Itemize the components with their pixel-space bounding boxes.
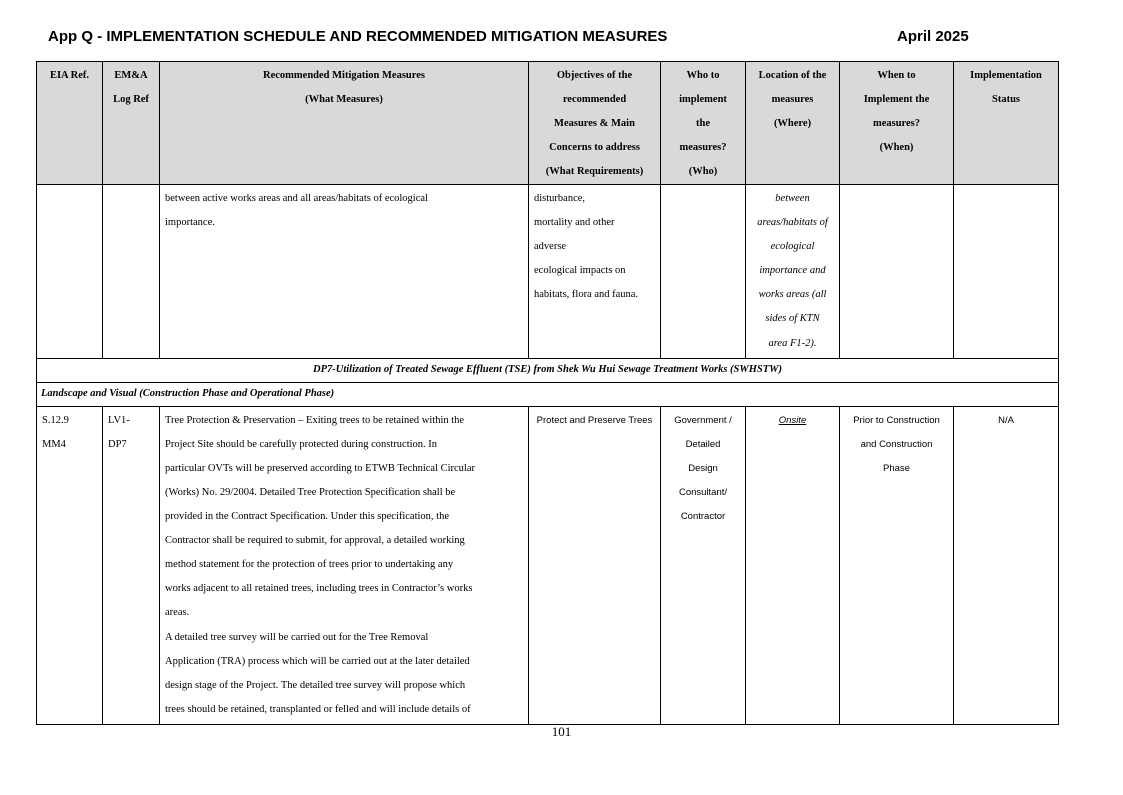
section-band-landscape (37, 382, 1059, 406)
text-line: and Construction (860, 438, 933, 450)
section-heading-dp7: DP7-Utilization of Treated Sewage Effluent (TSE) from Shek Wu Hui Sewage Treatment Works (SWHSTW) (37, 358, 1059, 382)
text-line: habitats, flora and fauna. (534, 289, 639, 301)
text-line: S.12.9 (42, 414, 69, 426)
text-line: Phase (883, 462, 910, 474)
text-line: Tree Protection & Preservation – Exiting trees to be retained within the (165, 414, 465, 426)
col-header-location (746, 62, 840, 185)
text-line: Log Ref (113, 94, 149, 105)
cell-location: Onsite (746, 406, 840, 724)
cell-measures (160, 406, 529, 724)
cell-eia-ref (37, 406, 103, 724)
cell-objectives (529, 185, 661, 359)
section-heading-landscape: Landscape and Visual (Construction Phase and Operational Phase) (37, 382, 1059, 406)
col-header-objectives (529, 62, 661, 185)
text-line: (Works) No. 29/2004. Detailed Tree Protection Specification shall be (165, 486, 456, 498)
text-line: recommended (562, 94, 627, 105)
text-line: method statement for the protection of trees prior to undertaking any (165, 559, 454, 571)
cell-status: N/A (954, 406, 1059, 724)
col-header-eia-ref: EIA Ref. (37, 62, 103, 185)
text-line: ecological impacts on (534, 265, 626, 277)
text-line: between active works areas and all areas/habitats of ecological (165, 193, 428, 204)
text-line: (When) (879, 142, 914, 153)
text-line: (What Requirements) (545, 166, 644, 177)
text-line: Concerns to address (549, 142, 640, 153)
col-header-measures (160, 62, 529, 185)
cell-when (840, 406, 954, 724)
text-line: measures? (872, 118, 921, 129)
text-line: LV1- (108, 414, 130, 426)
text-line: measures (771, 94, 814, 105)
section-band-dp7 (37, 358, 1059, 382)
text-line: disturbance, (534, 193, 586, 204)
text-line: Contractor shall be required to submit, for approval, a detailed working (165, 535, 465, 547)
col-header-who (661, 62, 746, 185)
text-line: Prior to Construction (853, 414, 940, 426)
text-line: A detailed tree survey will be carried out for the Tree Removal (165, 631, 429, 643)
cell-measures (160, 185, 529, 359)
text-line: (What Measures) (305, 94, 383, 105)
mitigation-measures-table (36, 61, 1059, 725)
text-line: adverse (534, 241, 567, 253)
text-line: particular OVTs will be preserved according to ETWB Technical Circular (165, 462, 476, 474)
text-line: Design (688, 462, 718, 474)
text-line: areas. (165, 607, 190, 619)
text-line: Measures & Main (554, 118, 635, 129)
cell-who (661, 185, 746, 359)
text-line: design stage of the Project. The detailed tree survey will propose which (165, 679, 466, 691)
cell-ema-ref (103, 406, 160, 724)
text-line: Contractor (680, 511, 726, 523)
col-header-when (840, 62, 954, 185)
text-line: Project Site should be carefully protected during construction. In (165, 438, 438, 450)
text-line: EM&A (114, 70, 148, 81)
text-line: sides of KTN (765, 313, 820, 325)
page-number: 101 (551, 724, 572, 739)
table-row (37, 406, 1059, 724)
text-line: Consultant/ (678, 486, 728, 498)
text-line: Application (TRA) process which will be carried out at the later detailed (165, 655, 470, 667)
text-line: trees should be retained, transplanted or felled and will include details of (165, 703, 471, 715)
text-line: (Who) (688, 166, 718, 177)
text-line: Who to (686, 70, 720, 81)
cell-eia-ref (37, 185, 103, 359)
cell-location (746, 185, 840, 359)
text-line: Government / (674, 414, 732, 426)
table-row (37, 185, 1059, 359)
text-line: Detailed (685, 438, 721, 450)
table-header-row (37, 62, 1059, 185)
document-date: April 2025 (897, 28, 969, 45)
text-line: When to (877, 70, 916, 81)
text-line: areas/habitats of (757, 217, 828, 229)
col-header-ema-log-ref (103, 62, 160, 185)
col-header-status (954, 62, 1059, 185)
text-line: Implement the (863, 94, 930, 105)
text-line: the (696, 118, 710, 129)
text-line: importance and (759, 265, 826, 277)
text-line: DP7 (108, 438, 127, 450)
text-line: mortality and other (534, 217, 615, 229)
text-line: Implementation (970, 70, 1042, 81)
cell-status (954, 185, 1059, 359)
text-line: Recommended Mitigation Measures (263, 70, 425, 81)
text-line: works areas (all (758, 289, 827, 301)
cell-objectives: Protect and Preserve Trees (529, 406, 661, 724)
cell-ema-ref (103, 185, 160, 359)
text-line: implement (679, 94, 727, 105)
text-line: provided in the Contract Specification. Under this specification, the (165, 511, 450, 523)
text-line: (Where) (773, 118, 812, 129)
text-line: between (775, 193, 810, 204)
text-line: works adjacent to all retained trees, including trees in Contractor’s works (165, 583, 473, 595)
text-line: importance. (165, 217, 215, 229)
text-line: ecological (770, 241, 815, 253)
cell-when (840, 185, 954, 359)
text-line: Objectives of the (556, 70, 633, 81)
text-line: Status (991, 94, 1020, 105)
cell-who (661, 406, 746, 724)
text-line: Location of the (758, 70, 827, 81)
text-line: MM4 (42, 438, 66, 450)
document-title: App Q - IMPLEMENTATION SCHEDULE AND RECOMMENDED MITIGATION MEASURES (48, 28, 668, 45)
text-line: area F1-2). (768, 337, 817, 349)
text-line: measures? (679, 142, 727, 153)
